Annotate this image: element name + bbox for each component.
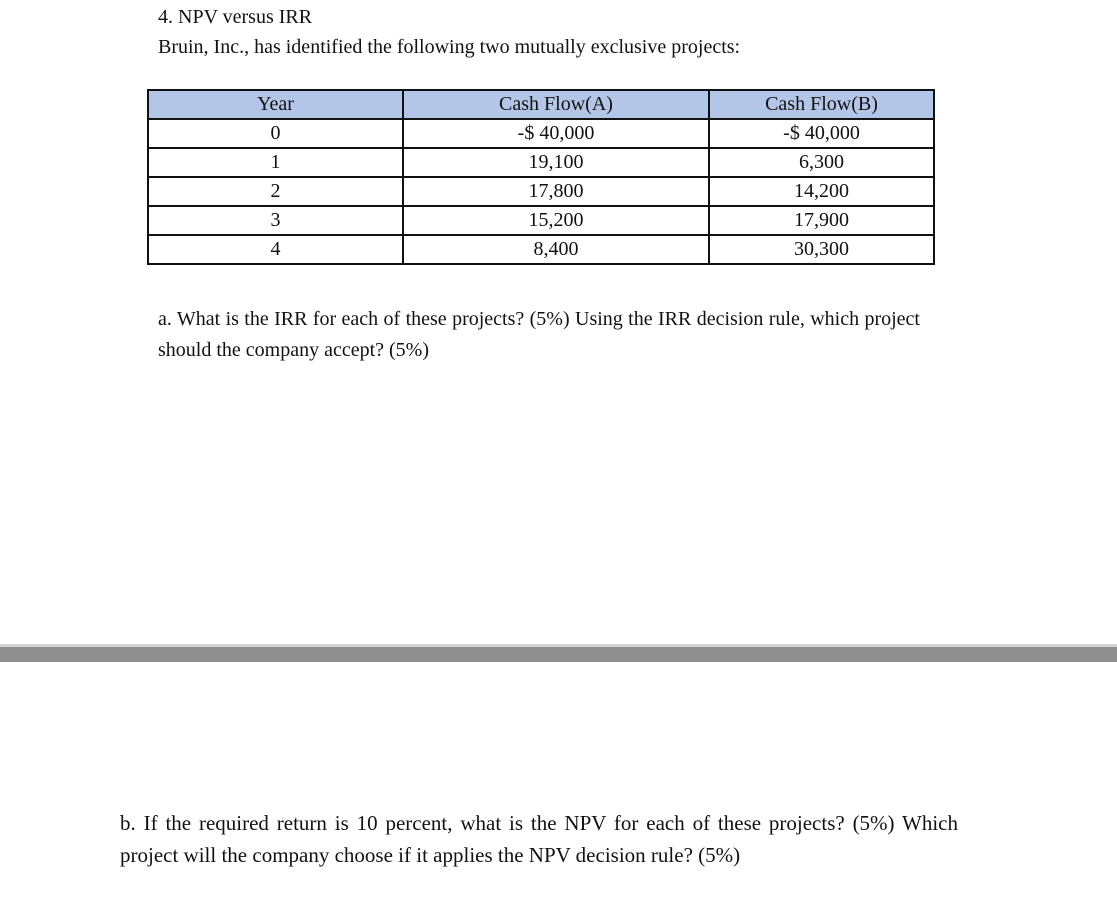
- cash-flow-table: [147, 89, 935, 265]
- cell-cash-flow-a: -$ 40,000: [403, 119, 709, 148]
- cell-cash-flow-a: 15,200: [403, 206, 709, 235]
- header-year: Year: [148, 90, 403, 119]
- problem-intro: Bruin, Inc., has identified the following two mutually exclusive projects:: [158, 36, 741, 58]
- question-a: a. What is the IRR for each of these projects? (5%) Using the IRR decision rule, which project should the company accept? (5%): [158, 308, 920, 361]
- table-row: [148, 148, 934, 177]
- table-row: [148, 119, 934, 148]
- cell-year: 1: [148, 148, 403, 177]
- cell-year: 3: [148, 206, 403, 235]
- cell-year: 0: [148, 119, 403, 148]
- cell-cash-flow-a: 19,100: [403, 148, 709, 177]
- cell-cash-flow-b: 30,300: [709, 235, 934, 264]
- table-row: [148, 177, 934, 206]
- cell-cash-flow-b: 6,300: [709, 148, 934, 177]
- cell-cash-flow-b: 14,200: [709, 177, 934, 206]
- header-cash-flow-b: Cash Flow(B): [709, 90, 934, 119]
- cell-cash-flow-b: -$ 40,000: [709, 119, 934, 148]
- table-row: [148, 206, 934, 235]
- header-cash-flow-a: Cash Flow(A): [403, 90, 709, 119]
- cell-year: 2: [148, 177, 403, 206]
- cell-cash-flow-a: 8,400: [403, 235, 709, 264]
- problem-heading: 4. NPV versus IRR: [158, 6, 313, 28]
- cell-cash-flow-b: 17,900: [709, 206, 934, 235]
- question-b: b. If the required return is 10 percent, what is the NPV for each of these projects? (5%) Which project will the company choose if it applies the NPV decision rule? (5%): [120, 811, 958, 867]
- cell-cash-flow-a: 17,800: [403, 177, 709, 206]
- page-divider: [0, 644, 1117, 662]
- cell-year: 4: [148, 235, 403, 264]
- table-header-row: [148, 90, 934, 119]
- table-row: [148, 235, 934, 264]
